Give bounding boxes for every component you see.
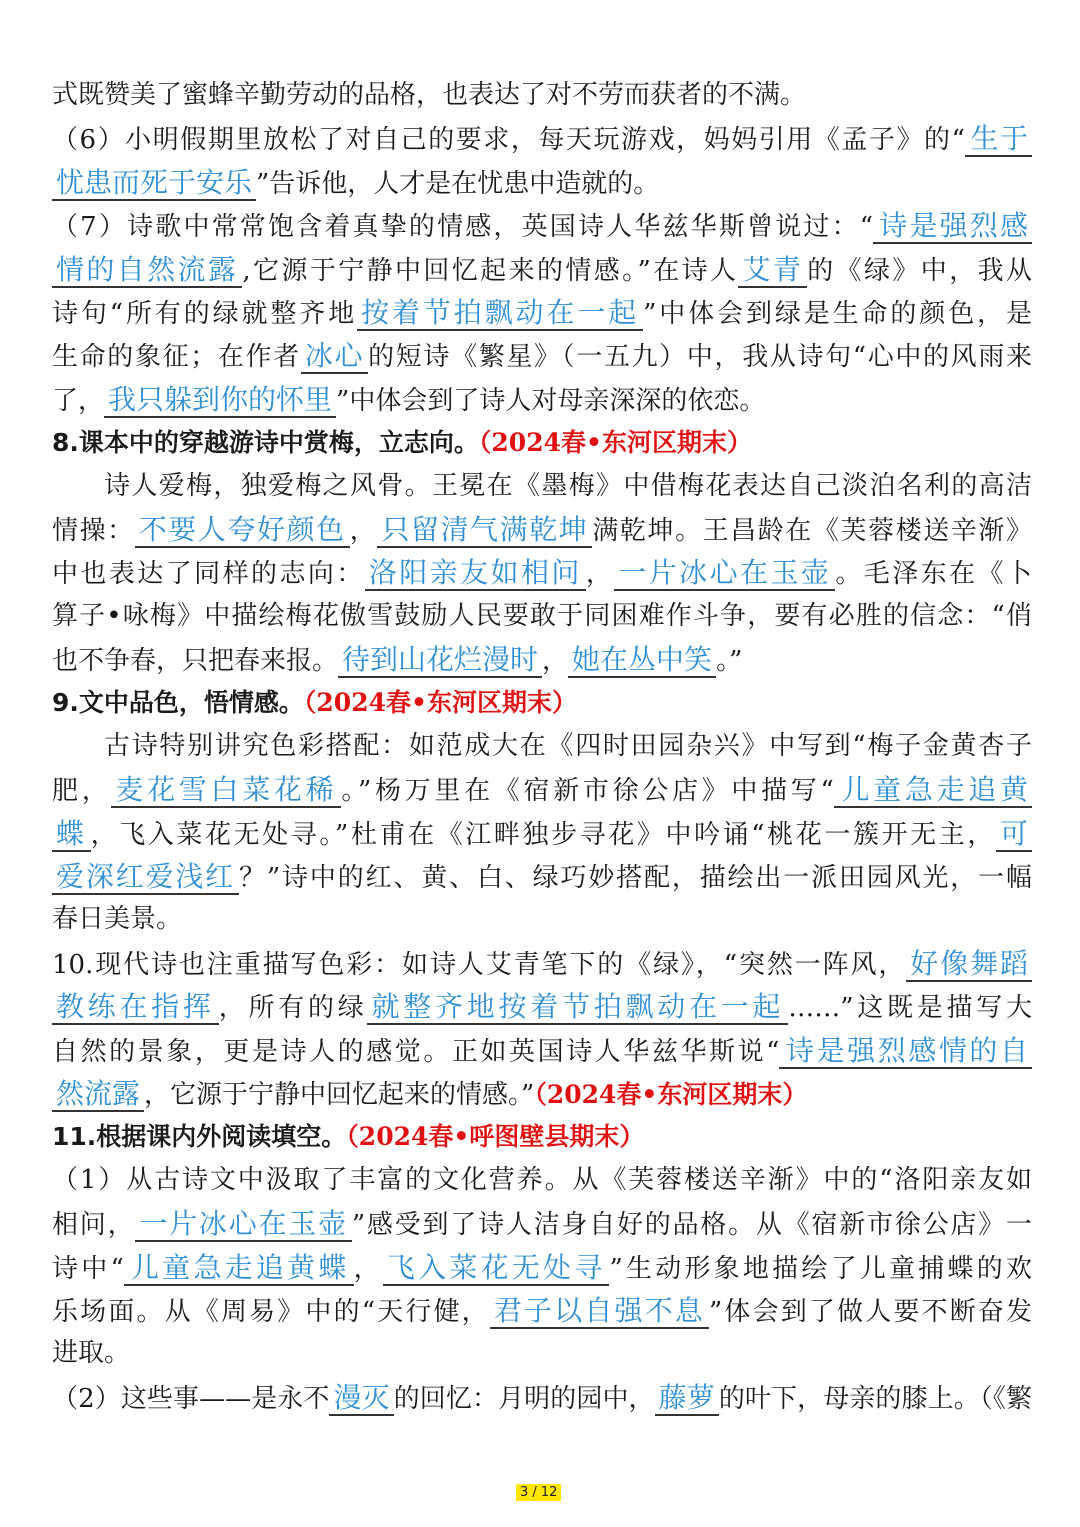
answer-fill: 不要人夸好颜色	[135, 513, 350, 548]
text-line	[52, 1332, 1032, 1375]
body-text: 的叶下，母亲的膝上。（《繁	[718, 1383, 1032, 1414]
paragraph-text: 古诗特别讲究色彩搭配：如范成大在《四时田园杂兴》中写到“梅子金黄杏子	[104, 730, 1032, 761]
text-line	[52, 334, 1032, 377]
text-line	[52, 421, 1032, 464]
answer-fill: 待到山花烂漫时	[338, 643, 542, 678]
exam-source: （2024春•呼图壁县期末）	[346, 1122, 645, 1152]
answer-fill: 儿童急走追黄蝶	[124, 1251, 354, 1286]
body-text: ”中体会到绿是生命的颜色，是	[643, 298, 1032, 329]
text-line	[52, 1376, 1032, 1419]
answer-fill: 就整齐地按着节拍飘动在一起	[367, 990, 788, 1025]
answer-fill: 麦花雪白菜花稀	[111, 773, 341, 808]
text-line	[52, 1072, 1032, 1115]
text-line	[52, 985, 1032, 1028]
body-text: ，它源于宁静中回忆起来的情感。”	[144, 1079, 535, 1110]
text-line	[52, 161, 1032, 204]
question-heading: 8.课本中的穿越游诗中赏梅，立志向。	[52, 428, 479, 458]
body-text: 自然的景象，更是诗人的感觉。正如英国诗人华兹华斯说“	[52, 1036, 780, 1067]
answer-fill: 只留清气满乾坤	[377, 513, 592, 548]
body-text: 了，	[52, 385, 105, 416]
text-line	[52, 248, 1032, 291]
body-text: （6）小明假期里放松了对自己的要求，每天玩游戏，妈妈引用《孟子》的“	[52, 125, 965, 156]
body-text: 生命的象征；在作者	[52, 342, 301, 373]
answer-fill: 冰心	[301, 339, 368, 374]
body-text: 相问，	[52, 1210, 136, 1241]
body-text: 10.现代诗也注重描写色彩：如诗人艾青笔下的《绿》，“突然一阵风，	[52, 949, 907, 980]
text-line	[52, 1029, 1032, 1072]
text-line	[52, 725, 1032, 768]
exam-source: （2024春•东河区期末）	[303, 688, 577, 718]
body-text: 也不争春，只把春来报。	[52, 646, 339, 677]
text-line	[52, 291, 1032, 334]
body-text: ，	[353, 1253, 383, 1284]
body-text: 乐场面。从《周易》中的“天行健，	[52, 1296, 490, 1327]
body-text: 式既赞美了蜜蜂辛勤劳动的品格，也表达了对不劳而获者的不满。	[52, 80, 807, 110]
answer-fill: 飞入菜花无处寻	[383, 1251, 610, 1286]
answer-fill: 然流露	[52, 1077, 144, 1112]
answer-fill: 藤萝	[655, 1381, 719, 1416]
body-text: ，	[542, 646, 569, 677]
answer-fill: 情的自然流露	[52, 253, 242, 288]
body-text: 。”	[716, 646, 743, 677]
answer-fill: 艾青	[738, 253, 807, 288]
text-line	[52, 638, 1032, 681]
body-text: 。毛泽东在《卜	[835, 559, 1032, 590]
answer-fill: 君子以自强不息	[490, 1294, 709, 1329]
body-text: ，	[349, 515, 378, 546]
answer-fill: 诗是强烈感情的自	[779, 1034, 1032, 1069]
answer-fill: 儿童急走追黄	[834, 773, 1032, 808]
answer-fill: 爱深红爱浅红	[52, 860, 239, 895]
body-text: （2）这些事——是永不	[52, 1383, 330, 1414]
body-text: ，	[585, 559, 615, 590]
body-text: ，所有的绿	[218, 993, 368, 1024]
text-line	[52, 74, 1032, 117]
body-text: ”感受到了诗人洁身自好的品格。从《宿新市徐公店》一	[351, 1210, 1032, 1241]
body-text: 算子•咏梅》中描绘梅花傲雪鼓励人民要敢于同困难作斗争，要有必胜的信念：“俏	[52, 600, 1032, 631]
text-line	[52, 204, 1032, 247]
body-text: ”生动形象地描绘了儿童捕蝶的欢	[609, 1253, 1032, 1284]
body-text: 的回忆：月明的园中，	[393, 1383, 655, 1414]
text-line	[52, 1246, 1032, 1289]
body-text: ？”诗中的红、黄、白、绿巧妙搭配，描绘出一派田园风光，一幅	[239, 863, 1032, 894]
answer-fill: 一片冰心在玉壶	[614, 556, 835, 591]
body-text: 春日美景。	[52, 904, 183, 935]
answer-fill: 好像舞蹈	[906, 947, 1032, 982]
body-text: ”告诉他，人才是在忧患中造就的。	[256, 168, 660, 199]
answer-fill: 教练在指挥	[52, 990, 219, 1025]
paragraph-text: 诗人爱梅，独爱梅之风骨。王冕在《墨梅》中借梅花表达自己淡泊名利的高洁	[104, 470, 1032, 501]
body-text: 情操：	[52, 515, 135, 546]
text-line	[52, 1159, 1032, 1202]
text-line	[52, 508, 1032, 551]
body-text: ”中体会到了诗人对母亲深深的依恋。	[336, 385, 766, 416]
answer-fill: 按着节拍飘动在一起	[357, 296, 643, 331]
body-text: ,它源于宁静中回忆起来的情感。”在诗人	[242, 255, 739, 286]
text-line	[52, 465, 1032, 508]
answer-fill: 蝶	[52, 817, 91, 852]
body-text: 满乾坤。王昌龄在《芙蓉楼送辛渐》	[592, 515, 1032, 546]
text-line	[52, 1289, 1032, 1332]
body-text: （1）从古诗文中汲取了丰富的文化营养。从《芙蓉楼送辛渐》中的“洛阳亲友如	[52, 1164, 1032, 1195]
body-text: ”体会到了做人要不断奋发	[708, 1296, 1033, 1327]
exam-source: （2024春•东河区期末）	[478, 428, 752, 458]
body-text: ……”这既是描写大	[788, 993, 1032, 1024]
answer-fill: 一片冰心在玉壶	[135, 1207, 352, 1242]
answer-fill: 诗是强烈感	[873, 209, 1032, 244]
body-text: （7）诗歌中常常饱含着真挚的情感，英国诗人华兹华斯曾说过：“	[52, 212, 874, 243]
text-line	[52, 551, 1032, 594]
answer-fill: 可	[996, 817, 1032, 852]
answer-fill: 我只躲到你的怀里	[104, 383, 336, 418]
body-text: 的短诗《繁星》（一五九）中，我从诗句“心中的风雨来	[368, 342, 1032, 373]
answer-fill: 漫灭	[329, 1381, 393, 1416]
text-line	[52, 1202, 1032, 1245]
text-line	[52, 595, 1032, 638]
text-line	[52, 681, 1032, 724]
question-heading: 11.根据课内外阅读填空。	[52, 1122, 347, 1152]
body-text: 肥，	[52, 776, 112, 807]
body-text: 中也表达了同样的志向：	[52, 559, 365, 590]
text-line	[52, 1115, 1032, 1158]
body-text: 的《绿》中，我从	[807, 255, 1032, 286]
text-line	[52, 855, 1032, 898]
body-text: 进取。	[52, 1338, 131, 1369]
page-number: 3 / 12	[516, 1484, 561, 1501]
text-line	[52, 378, 1032, 421]
answer-fill: 忧患而死于安乐	[52, 166, 256, 201]
text-line	[52, 812, 1032, 855]
answer-fill: 她在丛中笑	[568, 643, 716, 678]
body-text: ，飞入菜花无处寻。”杜甫在《江畔独步寻花》中吟诵“桃花一簇开无主，	[90, 819, 996, 850]
text-line	[52, 768, 1032, 811]
answer-fill: 洛阳亲友如相问	[365, 556, 586, 591]
text-line	[52, 898, 1032, 941]
text-line	[52, 117, 1032, 160]
answer-fill: 生于	[965, 122, 1032, 157]
body-text: 。”杨万里在《宿新市徐公店》中描写“	[341, 776, 834, 807]
body-text: 诗中“	[52, 1253, 124, 1284]
text-line	[52, 942, 1032, 985]
body-text: 诗句“所有的绿就整齐地	[52, 298, 358, 329]
exam-source: （2024春•东河区期末）	[534, 1079, 808, 1109]
document-body	[52, 74, 1032, 1419]
question-heading: 9.文中品色，悟情感。	[52, 688, 304, 718]
